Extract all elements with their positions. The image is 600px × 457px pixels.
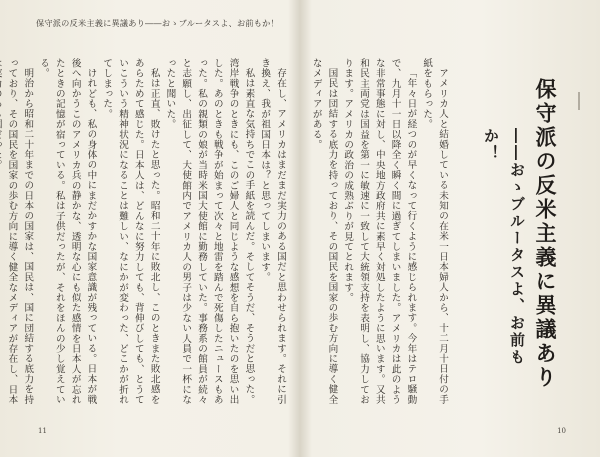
paragraph: 私は素直な気持ちでこの手紙を読んだ。そしてそうだ、そうだと思った。湾岸戦争のときにも、このご婦人と同じような感想を自ら抱いたのを思い出した。あのときも戦争が始まって次々と地雷を踏んで死傷したニュースもあった。私の親類の娘が当時米国大使館に勤務していた。事務系の館員が続々と志願し、出征して、大使館内でアメリカ人の男子は少ない人員で一杯になったと聞いた。 [164, 58, 255, 405]
page-edge-mark [578, 92, 586, 110]
paragraph: 国民は団結する底力を持っており、その国民を国家の歩む方向に導く健全なメディアがある。 [310, 58, 338, 405]
paragraph: 「年々日が経つのが早くなって行くように感じられます。今年はテロ騒動で、九月十一日以降全く瞬く間に過ぎてしまいました。アメリカは此のような非常事態に対し、中央地方政府共に素早く対処したように思います。又共和民主両党は国益を第一に敏速に一致して大統領支持を表明し、協力しております。アメリカの政治の成熟ぶりが見てとれます。 [342, 58, 417, 405]
paragraph: 私は正直、敗けたと思った。昭和二十年に敗北し、このときまた敗北感をあらためて感じた。日本人は、どんなに努力しても、背伸びしても、とうていこういう精神状況になることは難しい、なにかが変わった、どこかが折れてしまった。 [101, 58, 160, 405]
paragraph: 明治から昭和二十年までの日本の国家は、国民は、国に団結する底力を持っており、その国民を国家の歩む方向に導く健全なメディアが存在し、日本 [6, 58, 34, 405]
page-number-right: 10 [557, 427, 566, 435]
chapter-heading [464, 78, 560, 398]
paragraph: けれども、私の身体の中にまだかすかな国家意識が残っている。日本が戦後へ向かうこのアメリカ兵の静かな、透明な心にも似た感情を日本人が忘れたときの記憶が宿っている。私は子供だったが、それをほんの少し覚えている。 [38, 58, 97, 405]
page-number-left: 11 [38, 427, 47, 435]
right-body-text [310, 58, 450, 408]
right-page [300, 0, 600, 457]
chapter-subtitle: ――おゝブルータスよ、お前もか！ [482, 128, 526, 366]
running-head: 保守派の反米主義に異議あり――おゝブルータスよ、お前もか！ [36, 18, 279, 28]
chapter-title: 保守派の反米主義に異議あり [533, 78, 558, 390]
paragraph: 存在し、アメリカはまだまだ実力のある国だと思わせられます。それに引き換え、我が祖国日本は？と思ってしまいます。 [259, 58, 286, 405]
paragraph: アメリカ人と結婚している未知の在米一日本婦人から、十二月十日付の手紙をもらった。 [421, 58, 448, 405]
left-body-text [6, 58, 288, 408]
